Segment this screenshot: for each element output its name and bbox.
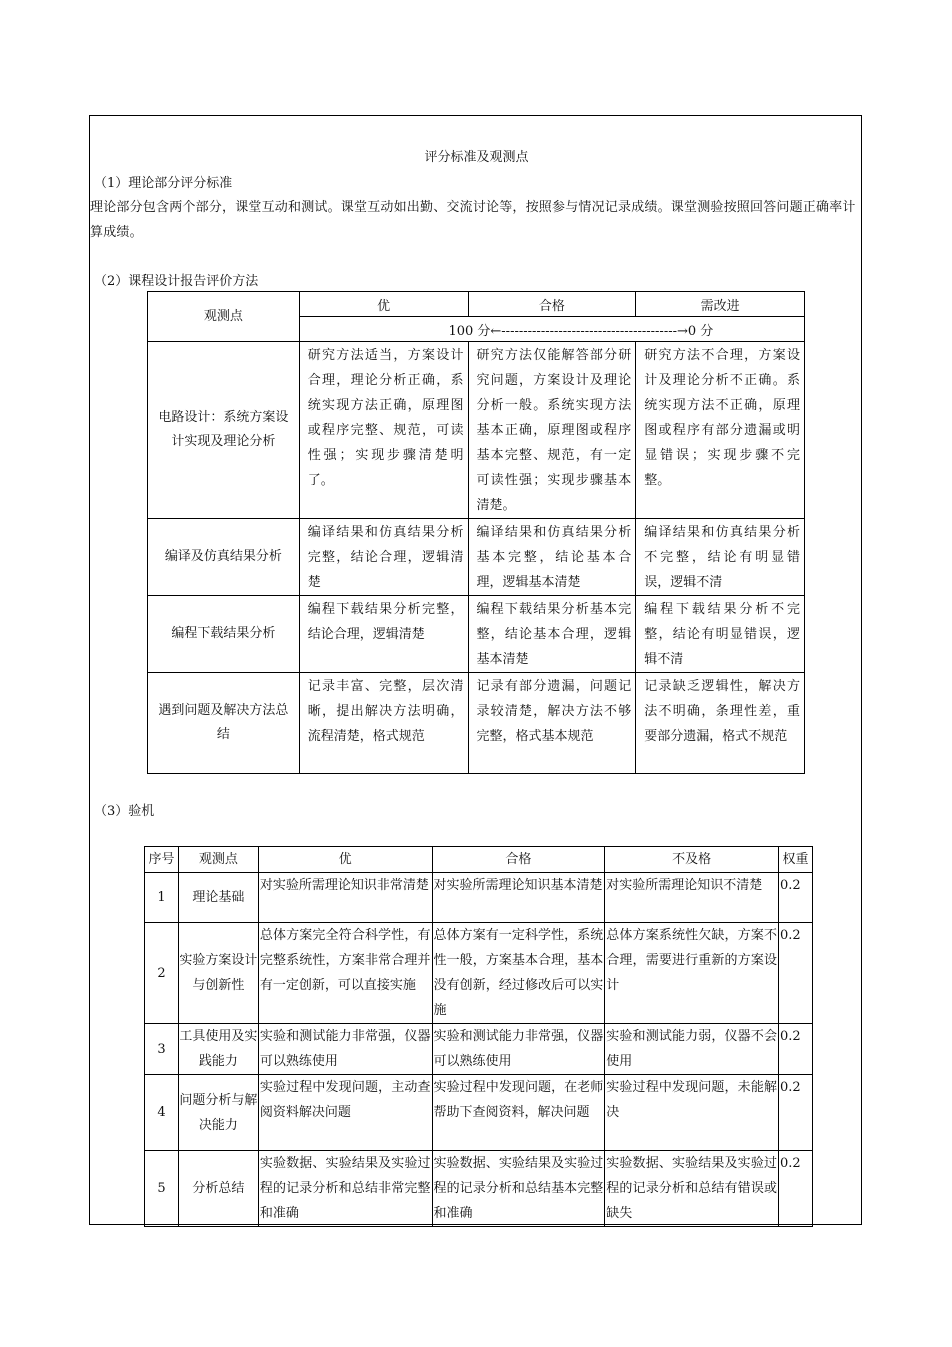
table-cell-good: 实验数据、实验结果及实验过程的记录分析和总结非常完整和准确 — [258, 1151, 432, 1227]
table-cell-improve: 编译结果和仿真结果分析不完整，结论有明显错误，逻辑不清 — [636, 519, 805, 596]
table-cell-fail: 实验和测试能力弱，仪器不会使用 — [605, 1024, 779, 1075]
document-frame — [89, 115, 862, 1225]
table-cell-good: 实验过程中发现问题，主动查阅资料解决问题 — [258, 1075, 432, 1151]
table-cell-pass: 对实验所需理论知识基本清楚 — [432, 873, 605, 923]
table-cell-pass: 编译结果和仿真结果分析基本完整，结论基本合理，逻辑基本清楚 — [468, 519, 636, 596]
table-cell-obs: 问题分析与解决能力 — [178, 1075, 258, 1151]
table-cell-pass: 总体方案有一定科学性，系统性一般，方案基本合理，基本没有创新，经过修改后可以实施 — [432, 923, 605, 1024]
header-fail: 不及格 — [605, 847, 779, 873]
table-cell-pass: 编程下载结果分析基本完整，结论基本合理，逻辑基本清楚 — [468, 596, 636, 673]
header-pass: 合格 — [468, 292, 636, 317]
header-no: 序号 — [145, 847, 179, 873]
table-cell-no: 2 — [145, 923, 179, 1024]
section2-heading: （2）课程设计报告评价方法 — [94, 274, 259, 289]
table-cell-good: 编译结果和仿真结果分析完整，结论合理，逻辑清楚 — [299, 519, 468, 596]
table-cell-good: 记录丰富、完整，层次清晰，提出解决方法明确，流程清楚，格式规范 — [299, 673, 468, 774]
report-evaluation-table — [147, 291, 805, 774]
table-cell-fail: 总体方案系统性欠缺，方案不合理，需要进行重新的方案设计 — [605, 923, 779, 1024]
table-cell-no: 4 — [145, 1075, 179, 1151]
table-cell-no: 3 — [145, 1024, 179, 1075]
page-title: 评分标准及观测点 — [424, 150, 529, 165]
header-good: 优 — [258, 847, 432, 873]
table-cell-obs: 分析总结 — [178, 1151, 258, 1227]
table-cell-weight: 0.2 — [778, 1075, 812, 1151]
table-cell-pass: 实验数据、实验结果及实验过程的记录分析和总结基本完整和准确 — [432, 1151, 605, 1227]
table-cell-good: 编程下载结果分析完整，结论合理，逻辑清楚 — [299, 596, 468, 673]
section1-paragraph: 理论部分包含两个部分，课堂互动和测试。课堂互动如出勤、交流讨论等，按照参与情况记录成绩。课堂测验按照回答问题正确率计算成绩。 — [90, 200, 856, 240]
table-row-obs: 编程下载结果分析 — [148, 596, 300, 673]
table-cell-fail: 对实验所需理论知识不清楚 — [605, 873, 779, 923]
table-cell-no: 5 — [145, 1151, 179, 1227]
table-cell-weight: 0.2 — [778, 873, 812, 923]
table-cell-obs: 实验方案设计与创新性 — [178, 923, 258, 1024]
table-cell-obs: 理论基础 — [178, 873, 258, 923]
table-cell-no: 1 — [145, 873, 179, 923]
table-cell-weight: 0.2 — [778, 1151, 812, 1227]
section1-heading: （1）理论部分评分标准 — [94, 176, 233, 191]
table-cell-improve: 研究方法不合理，方案设计及理论分析不正确。系统实现方法不正确，原理图或程序有部分遗漏或明显错误；实现步骤不完整。 — [636, 342, 805, 519]
table-cell-pass: 实验和测试能力非常强，仪器可以熟练使用 — [432, 1024, 605, 1075]
header-pass: 合格 — [432, 847, 605, 873]
lab-acceptance-table — [144, 846, 813, 1227]
table-cell-pass: 研究方法仅能解答部分研究问题，方案设计及理论分析一般。系统实现方法基本正确，原理图或程序基本完整、规范，有一定可读性强；实现步骤基本清楚。 — [468, 342, 636, 519]
table-cell-good: 实验和测试能力非常强，仪器可以熟练使用 — [258, 1024, 432, 1075]
table-row-obs: 电路设计：系统方案设计实现及理论分析 — [148, 342, 300, 519]
header-good: 优 — [299, 292, 468, 317]
table-cell-improve: 编程下载结果分析不完整，结论有明显错误，逻辑不清 — [636, 596, 805, 673]
header-obs: 观测点 — [178, 847, 258, 873]
header-improve: 需改进 — [636, 292, 805, 317]
table-cell-weight: 0.2 — [778, 1024, 812, 1075]
table-cell-good: 研究方法适当，方案设计合理，理论分析正确，系统实现方法正确，原理图或程序完整、规范，可读性强；实现步骤清楚明了。 — [299, 342, 468, 519]
header-weight: 权重 — [778, 847, 812, 873]
table-cell-weight: 0.2 — [778, 923, 812, 1024]
section3-heading: （3）验机 — [94, 804, 155, 819]
score-scale: 100 分←----------------------------------------→0 分 — [299, 317, 804, 342]
table-cell-fail: 实验过程中发现问题，未能解决 — [605, 1075, 779, 1151]
table-cell-obs: 工具使用及实践能力 — [178, 1024, 258, 1075]
table-cell-good: 总体方案完全符合科学性，有完整系统性，方案非常合理并有一定创新，可以直接实施 — [258, 923, 432, 1024]
table-cell-fail: 实验数据、实验结果及实验过程的记录分析和总结有错误或缺失 — [605, 1151, 779, 1227]
table-cell-pass: 记录有部分遗漏，问题记录较清楚，解决方法不够完整，格式基本规范 — [468, 673, 636, 774]
table-cell-good: 对实验所需理论知识非常清楚 — [258, 873, 432, 923]
header-obs: 观测点 — [148, 292, 300, 342]
table-cell-improve: 记录缺乏逻辑性，解决方法不明确，条理性差，重要部分遗漏，格式不规范 — [636, 673, 805, 774]
table-row-obs: 遇到问题及解决方法总结 — [148, 673, 300, 774]
table-cell-pass: 实验过程中发现问题，在老师帮助下查阅资料，解决问题 — [432, 1075, 605, 1151]
table-row-obs: 编译及仿真结果分析 — [148, 519, 300, 596]
